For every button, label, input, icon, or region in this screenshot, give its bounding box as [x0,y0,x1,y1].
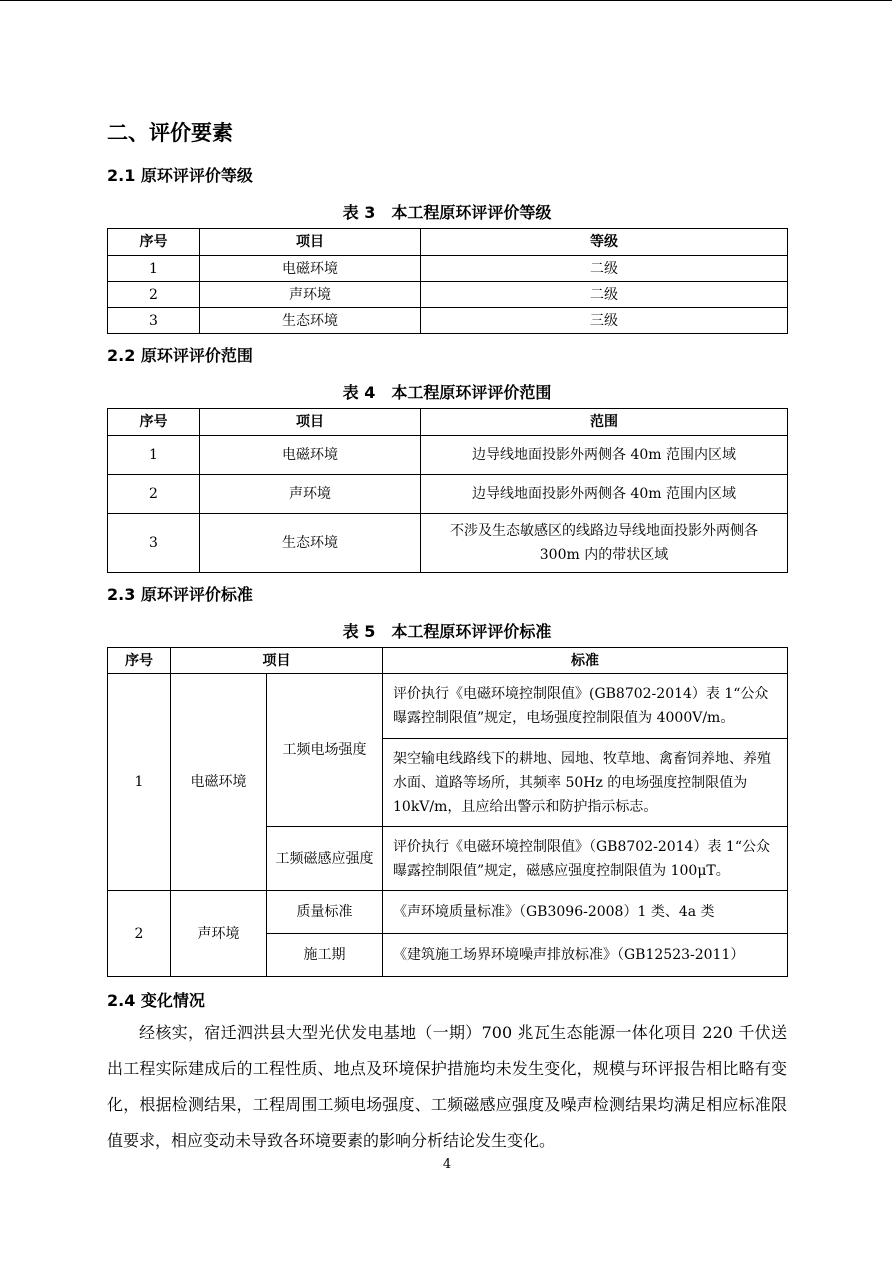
subsection-2-2-title: 2.2 原环评评价范围 [107,346,253,365]
table-cell: 二级 [421,282,788,308]
table-cell: 不涉及生态敏感区的线路边导线地面投影外两侧各 300m 内的带状区域 [421,514,788,573]
section-heading: 二、评价要素 [107,121,233,145]
body-paragraph: 经核实，宿迁泗洪县大型光伏发电基地（一期）700 兆瓦生态能源一体化项目 220 千伏送出工程实际建成后的工程性质、地点及环境保护措施均未发生变化，规模与环评报告相比略有变化，根据检测结果，工程周围工频电场强度、工频磁感应强度及噪声检测结果均满足相应标准限值要求，相应变动未导致各环境要素的影响分析结论发生变化。 [107,1023,787,1150]
table-cell: 电磁环境 [200,436,421,475]
table-cell: 质量标准 [267,891,383,934]
header-cell: 项目 [200,229,421,256]
header-cell: 范围 [421,409,788,436]
header-cell: 序号 [108,229,200,256]
table-cell: 生态环境 [200,514,421,573]
table-cell: 2 [108,282,200,308]
table-cell: 声环境 [200,282,421,308]
header-cell: 项目 [171,648,383,674]
table-cell: 《建筑施工场界环境噪声排放标准》（GB12523-2011） [383,934,788,977]
table-cell: 边导线地面投影外两侧各 40m 范围内区域 [421,475,788,514]
table-header-row [108,229,788,256]
header-cell: 等级 [421,229,788,256]
table-cell: 《声环境质量标准》（GB3096-2008）1 类、4a 类 [383,891,788,934]
table-4-caption: 表 4 本工程原环评评价范围 [342,383,552,402]
table-cell: 1 [108,256,200,282]
table-cell: 架空输电线路线下的耕地、园地、牧草地、禽畜饲养地、养殖水面、道路等场所，其频率 50Hz 的电场强度控制限值为 10kV/m，且应给出警示和防护指示标志。 [383,739,788,827]
table-cell: 工频电场强度 [267,674,383,827]
table-cell: 3 [108,514,200,573]
table-cell: 声环境 [171,891,267,977]
header-cell: 序号 [108,648,171,674]
table-cell: 1 [108,674,171,891]
table-3 [107,228,788,334]
table-header-row [108,409,788,436]
table-row [108,674,788,739]
table-cell: 电磁环境 [200,256,421,282]
table-row [108,475,788,514]
subsection-2-3-title: 2.3 原环评评价标准 [107,585,253,604]
table-cell: 施工期 [267,934,383,977]
table-5-caption: 表 5 本工程原环评评价标准 [342,622,552,641]
header-cell: 标准 [383,648,788,674]
page-top-border [0,0,892,1]
subsection-2-1-title: 2.1 原环评评价等级 [107,166,253,185]
table-row [108,514,788,573]
table-cell: 声环境 [200,475,421,514]
table-row [108,256,788,282]
table-cell: 工频磁感应强度 [267,827,383,891]
table-3-caption: 表 3 本工程原环评评价等级 [342,203,552,222]
table-row [108,308,788,334]
table-row [108,891,788,934]
table-cell: 边导线地面投影外两侧各 40m 范围内区域 [421,436,788,475]
table-cell: 评价执行《电磁环境控制限值》(GB8702-2014）表 1“公众曝露控制限值”规定，电场强度控制限值为 4000V/m。 [383,674,788,739]
table-5 [107,647,788,977]
table-cell: 1 [108,436,200,475]
table-cell: 3 [108,308,200,334]
table-cell: 评价执行《电磁环境控制限值》（GB8702-2014）表 1“公众曝露控制限值”规定，磁感应强度控制限值为 100μT。 [383,827,788,891]
header-cell: 项目 [200,409,421,436]
table-cell: 生态环境 [200,308,421,334]
table-row [108,282,788,308]
table-cell: 二级 [421,256,788,282]
table-cell: 三级 [421,308,788,334]
table-cell: 2 [108,891,171,977]
table-header-row [108,648,788,674]
table-cell: 电磁环境 [171,674,267,891]
table-row [108,436,788,475]
table-cell: 2 [108,475,200,514]
page-number: 4 [442,1157,452,1172]
subsection-2-4-title: 2.4 变化情况 [107,991,205,1010]
table-4 [107,408,788,573]
header-cell: 序号 [108,409,200,436]
